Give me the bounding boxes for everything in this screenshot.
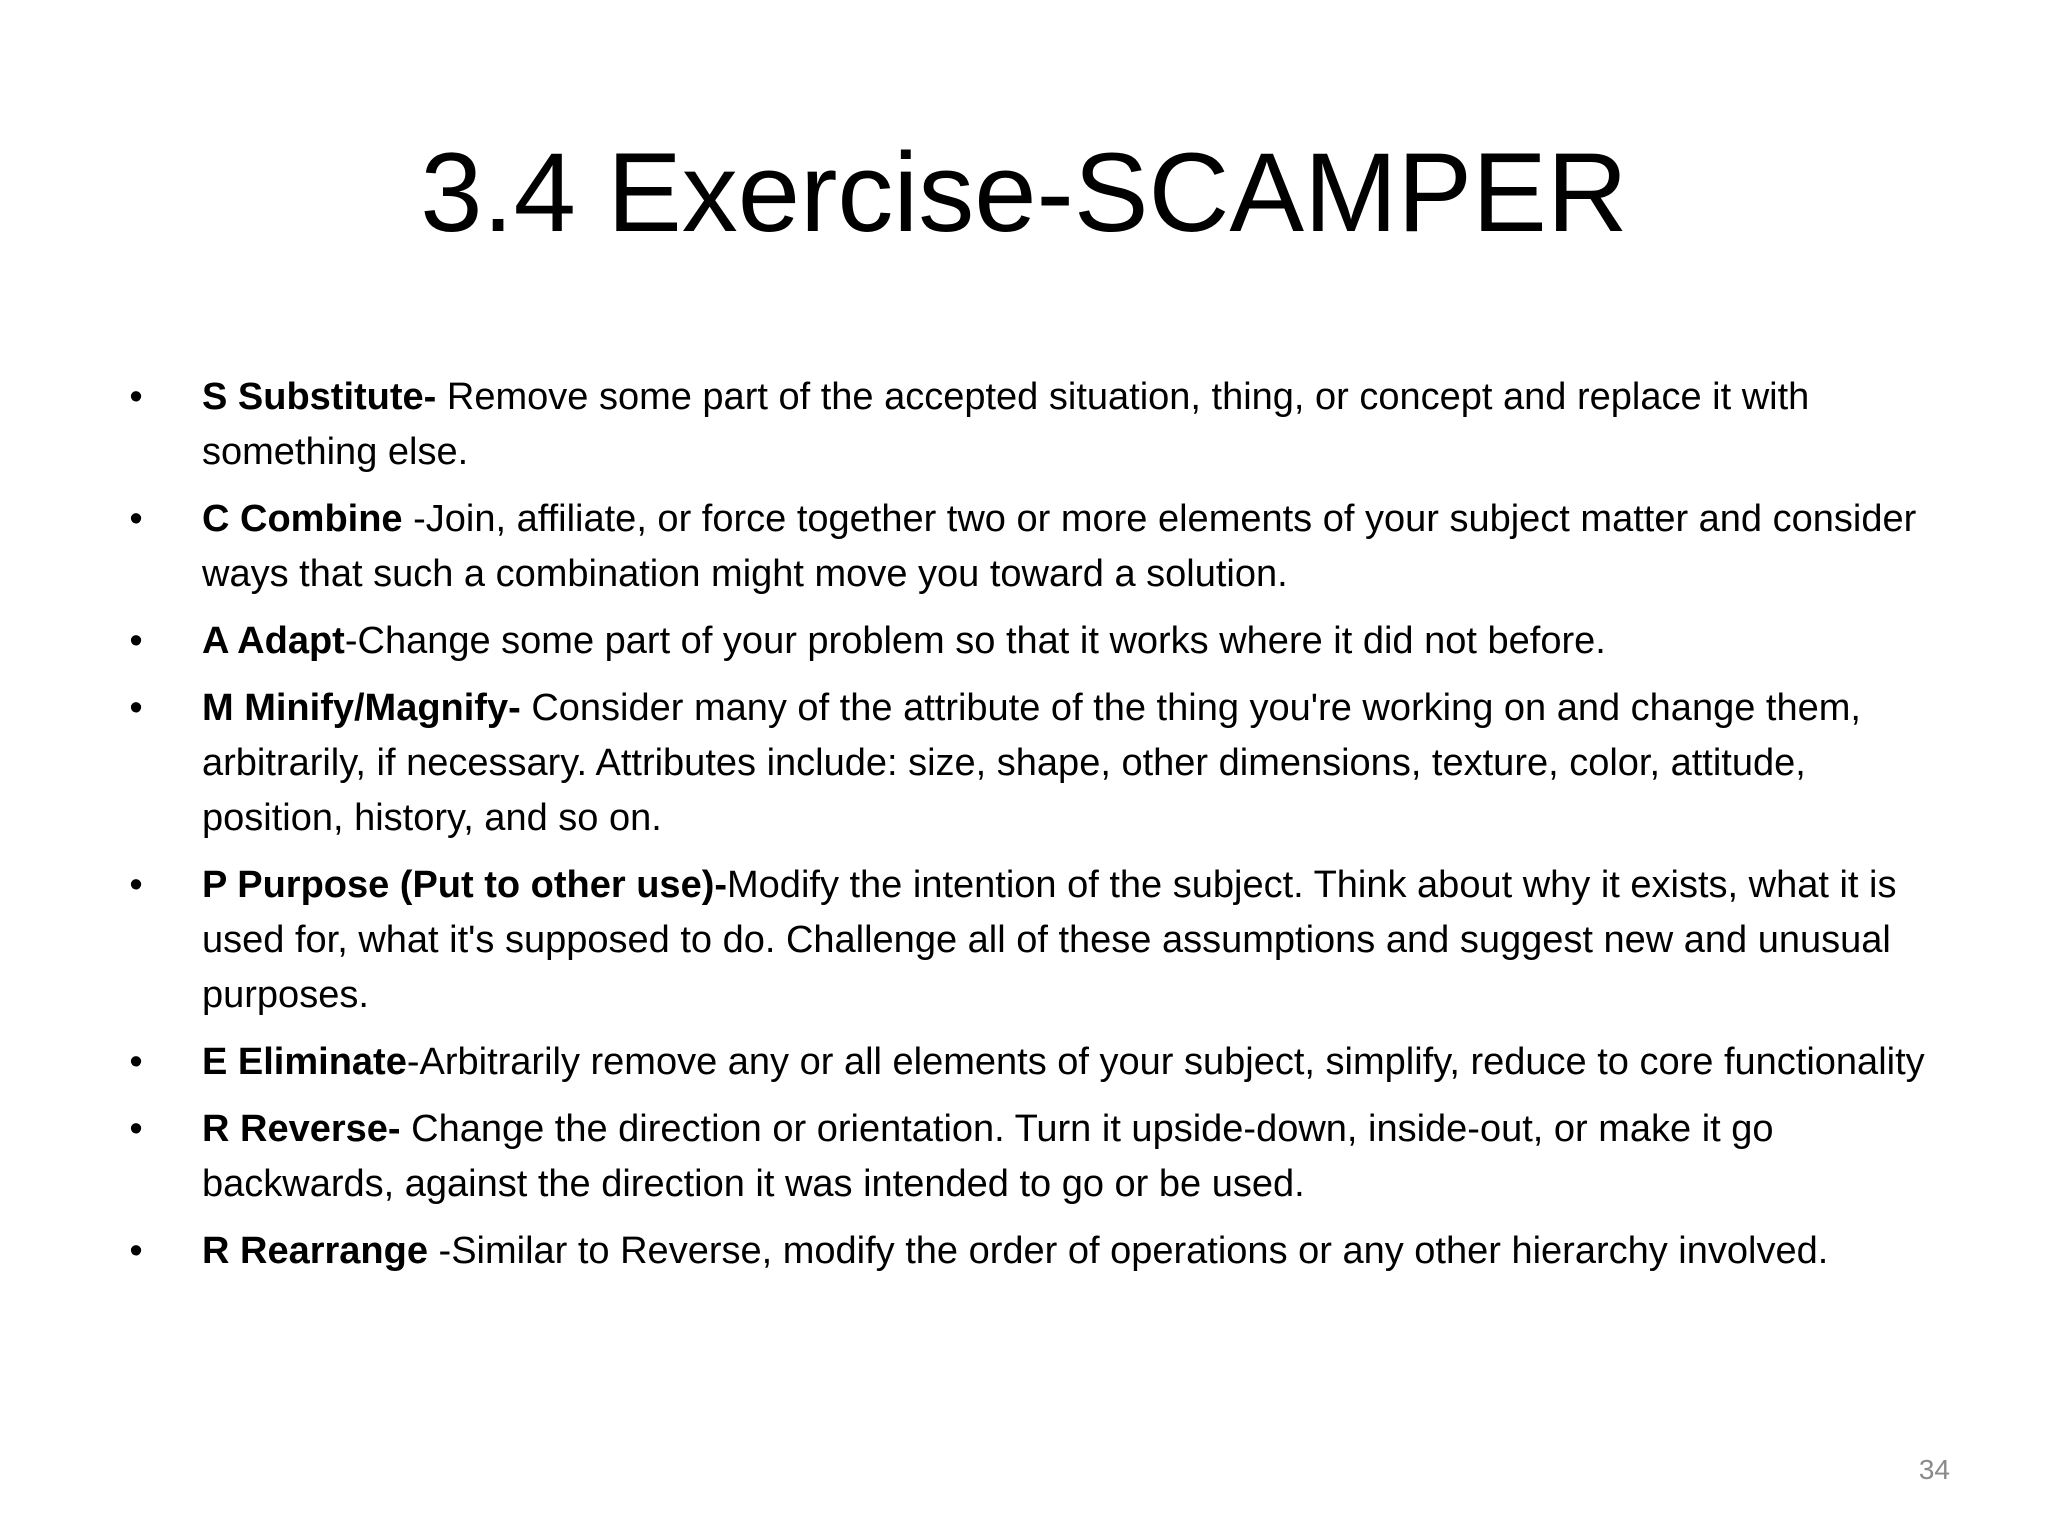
bullet-icon: • — [129, 620, 143, 662]
bullet-text: -Join, affiliate, or force together two or more elements of your subject matter and consider ways that such a combination might move you toward a solution. — [202, 498, 1917, 595]
bullet-icon: • — [129, 376, 143, 418]
bullet-item-minify-magnify — [124, 681, 1954, 846]
bullet-icon: • — [129, 1108, 143, 1150]
bullet-term: S Substitute- — [202, 376, 437, 418]
bullet-item-adapt — [124, 614, 1954, 669]
slide-title: 3.4 Exercise-SCAMPER — [420, 130, 1628, 255]
bullet-item-combine — [124, 492, 1954, 602]
bullet-term: A Adapt — [202, 620, 345, 662]
bullet-icon: • — [129, 1230, 143, 1272]
bullet-item-reverse — [124, 1102, 1954, 1212]
page-number: 34 — [1918, 1454, 1950, 1485]
bullet-term: E Eliminate — [202, 1041, 407, 1083]
bullet-item-rearrange — [124, 1224, 1954, 1279]
bullet-text: Change the direction or orientation. Turn it upside-down, inside-out, or make it go backwards, against the direction it was intended to go or be used. — [202, 1108, 1774, 1205]
bullet-text: -Change some part of your problem so that it works where it did not before. — [344, 620, 1606, 662]
bullet-term: P Purpose (Put to other use)- — [202, 864, 728, 906]
bullet-item-eliminate — [124, 1035, 1954, 1090]
bullet-term: M Minify/Magnify- — [202, 687, 521, 729]
bullet-term: C Combine — [202, 498, 403, 540]
bullet-text: Remove some part of the accepted situation, thing, or concept and replace it with something else. — [202, 376, 1810, 473]
bullet-item-substitute — [124, 370, 1954, 480]
bullet-text: Modify the intention of the subject. Think about why it exists, what it is used for, what it's supposed to do. Challenge all of these assumptions and suggest new and unusual purposes. — [202, 864, 1897, 1016]
bullet-text: -Similar to Reverse, modify the order of operations or any other hierarchy involved. — [427, 1230, 1829, 1272]
bullet-icon: • — [129, 1041, 143, 1083]
bullet-item-purpose — [124, 858, 1954, 1023]
bullet-term: R Reverse- — [202, 1108, 401, 1150]
bullet-text: -Arbitrarily remove any or all elements of your subject, simplify, reduce to core functionality — [406, 1041, 1925, 1083]
bullet-term: R Rearrange — [202, 1230, 428, 1272]
bullet-text: Consider many of the attribute of the thing you're working on and change them, arbitrarily, if necessary. Attributes include: size, shape, other dimensions, texture, color, attitude, position, history, and so on. — [202, 687, 1861, 839]
bullet-list — [124, 370, 1954, 1291]
bullet-icon: • — [129, 687, 143, 729]
bullet-icon: • — [129, 498, 143, 540]
bullet-icon: • — [129, 864, 143, 906]
